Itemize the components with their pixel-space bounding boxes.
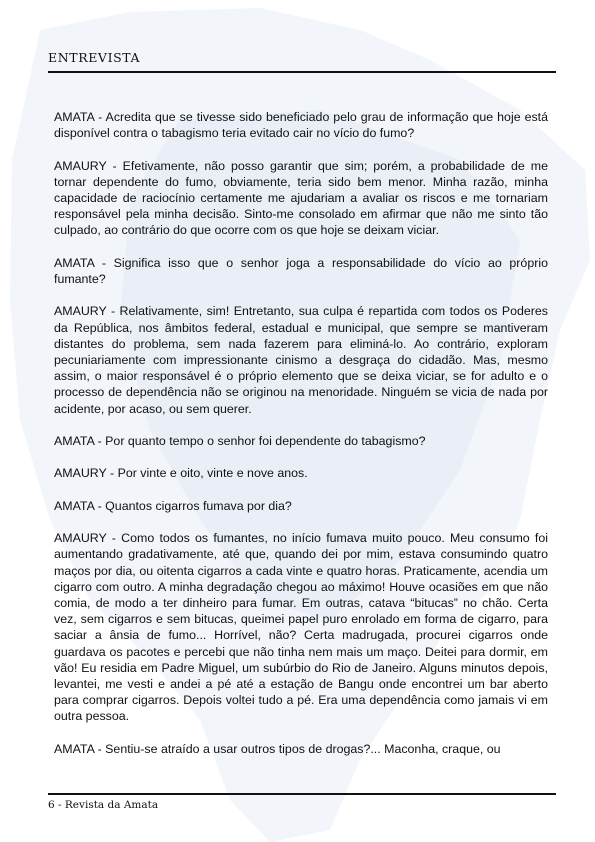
paragraph-question-4: AMATA - Quantos cigarros fumava por dia? [54,498,292,513]
paragraph-answer-1: AMAURY - Efetivamente, não posso garantir que sim; porém, a probabilidade de me tornar dependente do fumo, obviamente, teria sido bem menor. Minha razão, minha capacidade de raciocínio certamente me ajudariam a avaliar os riscos e me tornariam responsável pela minha decisão. Sinto-me consolado em afirmar que não me sinto tão culpado, ao contrário do que ocorre com os que hoje se deixam viciar. [54,158,548,238]
paragraph-answer-4: AMAURY - Como todos os fumantes, no início fumava muito pouco. Meu consumo foi aumentando gradativamente, até que, quando dei por mim, estava consumindo quatro maços por dia, ou oitenta cigarros a cada vinte e quatro horas. Praticamente, acendia um cigarro com outro. A minha degradação chegou ao máximo! Houve ocasiões em que não comia, de modo a ter dinheiro para fumar. Em outras, catava “bitucas” no chão. Certa vez, sem cigarros e sem bitucas, queimei papel puro enrolado em forma de cigarro, para saciar a ânsia de fumo... Horrível, não? Certa madrugada, procurei cigarros onde guardava os pacotes e percebi que não tinha nem mais um maço. Deitei para dormir, em vão! Eu residia em Padre Miguel, um subúrbio do Rio de Janeiro. Alguns minutos depois, levantei, me vesti e andei a pé até a estação de Bangu onde encontrei um bar aberto para comprar cigarros. Depois voltei tudo a pé. Era uma dependência como jamais vi em outra pessoa. [54,531,548,724]
interview-body [54,109,548,757]
paragraph-answer-3: AMAURY - Por vinte e oito, vinte e nove anos. [54,466,308,481]
paragraph-answer-2: AMAURY - Relativamente, sim! Entretanto, sua culpa é repartida com todos os Poderes da República, nos âmbitos federal, estadual e municipal, que sempre se mantiveram distantes do problema, sem nada fazerem para eliminá-lo. Ao contrário, exploram pecuniariamente com impressionante cinismo a desgraça do cidadão. Mas, mesmo assim, o maior responsável é o próprio elemento que se deixa viciar, se for adulto e o processo de dependência não se originou na menoridade. Ninguém se vicia de nada por acidente, por acaso, ou sem querer. [54,304,548,416]
page-footer: 6 - Revista da Amata [48,799,159,811]
paragraph-question-1: AMATA - Acredita que se tivesse sido beneficiado pelo grau de informação que hoje está disponível contra o tabagismo teria evitado cair no vício do fumo? [54,110,548,141]
section-title: ENTREVISTA [48,50,141,65]
paragraph-question-3: AMATA - Por quanto tempo o senhor foi dependente do tabagismo? [54,434,426,448]
header-rule [48,71,556,73]
footer-rule [48,793,556,795]
paragraph-question-2: AMATA - Significa isso que o senhor joga a responsabilidade do vício ao próprio fumante? [54,255,548,286]
paragraph-question-5: AMATA - Sentiu-se atraído a usar outros tipos de drogas?... Maconha, craque, ou [54,741,501,756]
